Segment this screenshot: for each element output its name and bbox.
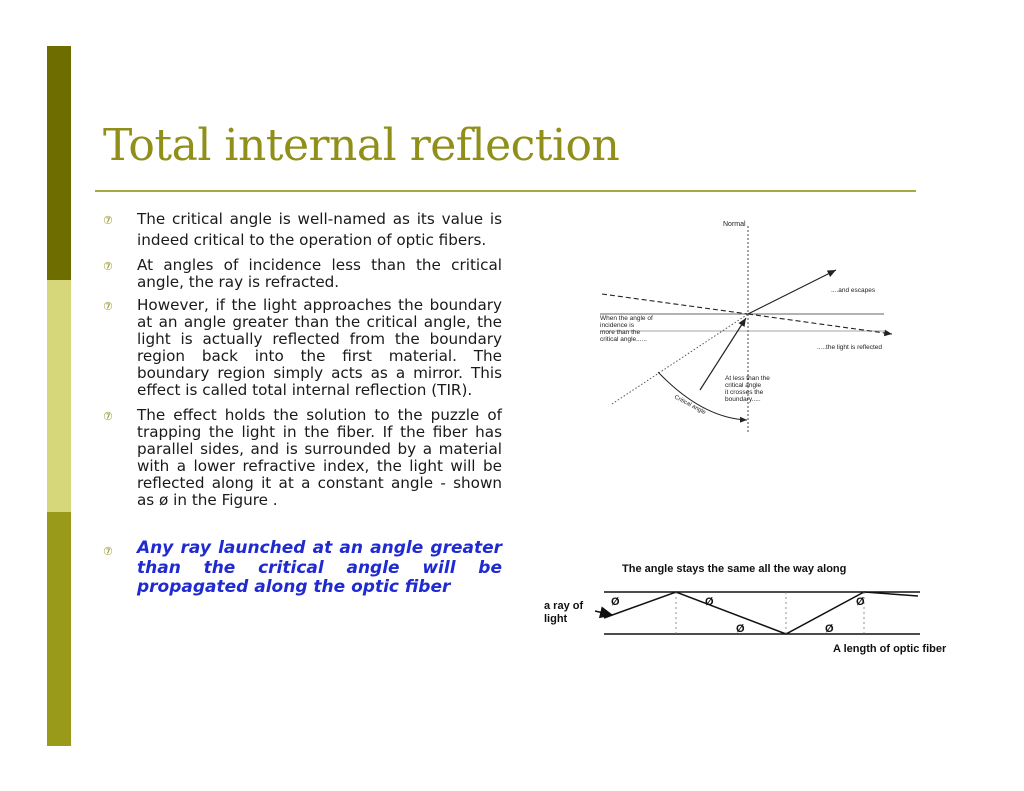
- fiber-caption-top: The angle stays the same all the way along: [622, 563, 847, 575]
- bullet-item: [100, 297, 502, 399]
- optic-fiber-diagram: [540, 558, 965, 658]
- ray-label-line: light: [544, 613, 568, 625]
- slide-title: Total internal reflection: [103, 120, 620, 171]
- bullet-item: [100, 257, 502, 291]
- incidence-label-line: When the angle of: [600, 315, 653, 322]
- incidence-label-line: more than the: [600, 329, 641, 336]
- normal-label: Normal: [723, 221, 746, 228]
- less-than-label-line: critical angle: [725, 382, 762, 389]
- bullet-item-highlight: [100, 539, 502, 598]
- critical-angle-label: Critical angle: [673, 394, 707, 417]
- reflected-label: .....the light is reflected: [817, 344, 883, 351]
- escapes-label: ....and escapes: [831, 287, 876, 294]
- sidebar-segment: [47, 280, 71, 512]
- refracted-ray: [748, 270, 836, 314]
- bullet-marker-icon: ⑦: [103, 300, 113, 313]
- bullet-text: The effect holds the solution to the puzzle of trapping the light in the fiber. If the fiber has parallel sides, and is surrounded by a material with a lower refractive index, the light will be reflected along it at a constant angle - shown as ø in the Figure .: [137, 406, 502, 509]
- angle-symbol: Ø: [736, 623, 745, 635]
- critical-angle-diagram: [592, 212, 892, 437]
- bullet-marker-icon: ⑦: [103, 545, 113, 558]
- angle-symbol: Ø: [705, 596, 714, 608]
- less-than-label-line: it crosses the: [725, 389, 764, 396]
- zigzag-ray: [604, 592, 918, 634]
- ray-label-line: a ray of: [544, 600, 584, 612]
- less-than-label-line: boundary.....: [725, 396, 761, 403]
- angle-symbol: Ø: [856, 596, 865, 608]
- ray-label: [544, 600, 586, 625]
- bullet-item: [100, 407, 502, 509]
- bullet-marker-icon: ⑦: [103, 214, 113, 227]
- bullet-text: At angles of incidence less than the critical angle, the ray is refracted.: [137, 256, 502, 291]
- bullet-list: [100, 209, 502, 604]
- bullet-text: However, if the light approaches the boundary at an angle greater than the critical angle, the light is actually reflected from the boundary region back into the first material. The boundary region simply acts as a mirror. This effect is called total internal reflection (TIR).: [137, 296, 502, 399]
- angle-symbol: Ø: [825, 623, 834, 635]
- incident-ray-dashed: [602, 294, 748, 314]
- bullet-text-highlight: Any ray launched at an angle greater than the critical angle will be propagated along the optic fiber: [137, 538, 502, 597]
- bullet-marker-icon: ⑦: [103, 260, 113, 273]
- angle-symbol: Ø: [611, 596, 620, 608]
- less-than-label-line: At less than the: [725, 375, 770, 382]
- fiber-caption-bottom: A length of optic fiber: [833, 643, 947, 655]
- sidebar-segment: [47, 46, 71, 280]
- ray-entry-arrow: [595, 611, 612, 615]
- sidebar-decoration: [47, 46, 71, 746]
- bullet-item: [100, 209, 502, 251]
- sidebar-segment: [47, 512, 71, 746]
- title-divider: [95, 190, 916, 192]
- incidence-label-line: incidence is: [600, 322, 634, 329]
- bullet-text: The critical angle is well-named as its value is indeed critical to the operation of optic fibers.: [137, 210, 502, 249]
- bullet-marker-icon: ⑦: [103, 410, 113, 423]
- incidence-label: [600, 315, 655, 343]
- less-than-critical-label: [725, 375, 772, 403]
- incidence-label-line: critical angle......: [600, 336, 647, 343]
